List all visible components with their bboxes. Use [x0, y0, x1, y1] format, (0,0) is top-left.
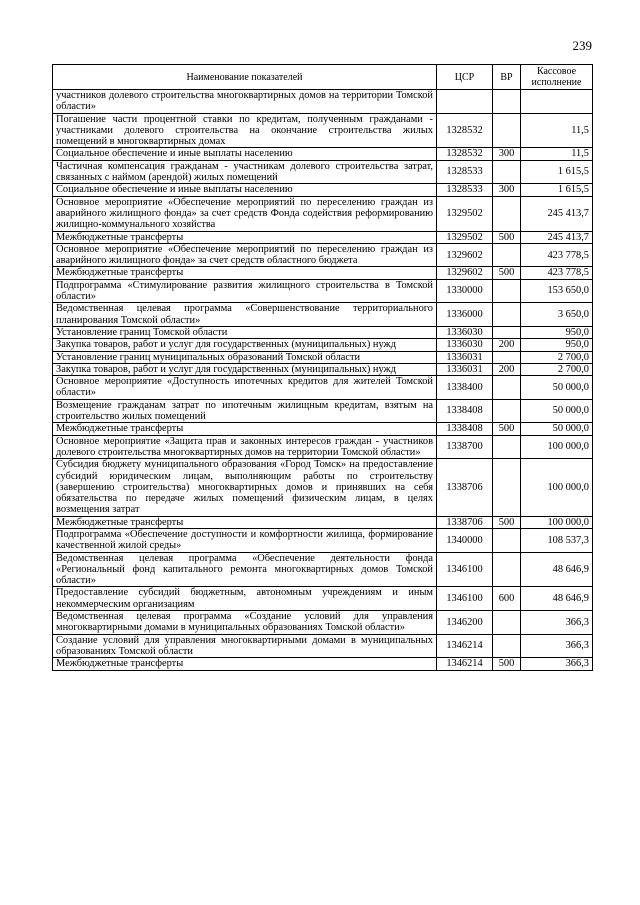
- page-number: 239: [572, 38, 592, 53]
- cell-name: Ведомственная целевая программа «Обеспечение деятельности фонда «Региональный фонд капитального ремонта многоквартирных домов Томской области»: [53, 552, 437, 587]
- cell-csr: 1329602: [437, 243, 493, 267]
- cell-name: Подпрограмма «Обеспечение доступности и комфортности жилища, формирование качественной жилой среды»: [53, 528, 437, 552]
- cell-amount: 366,3: [521, 658, 593, 670]
- header-csr: ЦСР: [437, 65, 493, 90]
- cell-vr: [493, 435, 521, 459]
- cell-amount: 11,5: [521, 113, 593, 148]
- cell-csr: 1346214: [437, 634, 493, 658]
- cell-amount: 100 000,0: [521, 435, 593, 459]
- table-row: [53, 279, 593, 303]
- cell-csr: 1336030: [437, 339, 493, 351]
- cell-amount: [521, 90, 593, 114]
- table-row: [53, 634, 593, 658]
- table-row: [53, 399, 593, 423]
- cell-vr: [493, 552, 521, 587]
- cell-vr: [493, 279, 521, 303]
- cell-name: Социальное обеспечение и иные выплаты населению: [53, 148, 437, 160]
- cell-amount: 11,5: [521, 148, 593, 160]
- cell-name: Субсидия бюджету муниципального образования «Город Томск» на предоставление субсидий юридическим лицам, выполняющим работы по строительству (завершению строительства) многоквартирных домов и принявших на себя обязательства по передаче жилых помещений физическим лицам, в целях возмещения затрат: [53, 459, 437, 516]
- table-row: [53, 231, 593, 243]
- table-body: [53, 90, 593, 671]
- cell-vr: [493, 528, 521, 552]
- cell-name: участников долевого строительства многоквартирных домов на территории Томской области»: [53, 90, 437, 114]
- cell-name: Основное мероприятие «Обеспечение мероприятий по переселению граждан из аварийного жилищного фонда» за счет средств Фонда содействия реформированию жилищно-коммунального хозяйства: [53, 196, 437, 231]
- cell-name: Погашение части процентной ставки по кредитам, полученным гражданами - участниками долевого строительства на окончание строительства жилых помещений в многоквартирных домах: [53, 113, 437, 148]
- cell-amount: 48 646,9: [521, 552, 593, 587]
- cell-csr: 1338700: [437, 435, 493, 459]
- cell-vr: 300: [493, 184, 521, 196]
- table-row: [53, 113, 593, 148]
- budget-table: [52, 64, 593, 671]
- table-row: [53, 243, 593, 267]
- table-row: [53, 351, 593, 363]
- cell-name: Межбюджетные трансферты: [53, 516, 437, 528]
- cell-amount: 1 615,5: [521, 184, 593, 196]
- cell-csr: 1338706: [437, 459, 493, 516]
- header-vr: ВР: [493, 65, 521, 90]
- cell-amount: 423 778,5: [521, 243, 593, 267]
- cell-name: Подпрограмма «Стимулирование развития жилищного строительства в Томской области»: [53, 279, 437, 303]
- table-row: [53, 459, 593, 516]
- table-row: [53, 326, 593, 338]
- cell-amount: 48 646,9: [521, 587, 593, 611]
- cell-csr: 1336030: [437, 326, 493, 338]
- cell-csr: 1336031: [437, 351, 493, 363]
- cell-csr: 1328532: [437, 113, 493, 148]
- table-row: [53, 363, 593, 375]
- cell-name: Социальное обеспечение и иные выплаты населению: [53, 184, 437, 196]
- table-row: [53, 423, 593, 435]
- cell-name: Основное мероприятие «Доступность ипотечных кредитов для жителей Томской области»: [53, 376, 437, 400]
- cell-csr: 1346100: [437, 552, 493, 587]
- cell-vr: [493, 399, 521, 423]
- cell-amount: 50 000,0: [521, 399, 593, 423]
- cell-name: Основное мероприятие «Обеспечение мероприятий по переселению граждан из аварийного жилищного фонда» за счет средств областного бюджета: [53, 243, 437, 267]
- cell-name: Частичная компенсация гражданам - участникам долевого строительства затрат, связанных с наймом (арендой) жилых помещений: [53, 160, 437, 184]
- cell-amount: 2 700,0: [521, 351, 593, 363]
- cell-vr: [493, 243, 521, 267]
- table-row: [53, 339, 593, 351]
- cell-csr: 1338400: [437, 376, 493, 400]
- cell-vr: [493, 326, 521, 338]
- cell-amount: 950,0: [521, 326, 593, 338]
- cell-name: Установление границ Томской области: [53, 326, 437, 338]
- cell-vr: [493, 351, 521, 363]
- cell-csr: 1328533: [437, 160, 493, 184]
- cell-name: Основное мероприятие «Защита прав и законных интересов граждан - участников долевого строительства многоквартирных домов на территории Томской области»: [53, 435, 437, 459]
- cell-csr: 1329602: [437, 267, 493, 279]
- cell-vr: [493, 634, 521, 658]
- cell-amount: 1 615,5: [521, 160, 593, 184]
- cell-amount: 100 000,0: [521, 459, 593, 516]
- table-row: [53, 90, 593, 114]
- cell-csr: 1328532: [437, 148, 493, 160]
- table-row: [53, 148, 593, 160]
- cell-name: Ведомственная целевая программа «Совершенствование территориального планирования Томской области»: [53, 303, 437, 327]
- cell-name: Межбюджетные трансферты: [53, 231, 437, 243]
- table-row: [53, 267, 593, 279]
- cell-csr: 1338706: [437, 516, 493, 528]
- cell-name: Создание условий для управления многоквартирными домами в муниципальных образованиях Томской области: [53, 634, 437, 658]
- table-row: [53, 552, 593, 587]
- cell-name: Предоставление субсидий бюджетным, автономным учреждениям и иным некоммерческим организациям: [53, 587, 437, 611]
- header-amount: Кассовое исполнение: [521, 65, 593, 90]
- cell-csr: 1329502: [437, 196, 493, 231]
- cell-vr: [493, 303, 521, 327]
- cell-name: Установление границ муниципальных образований Томской области: [53, 351, 437, 363]
- cell-vr: [493, 196, 521, 231]
- table-row: [53, 160, 593, 184]
- cell-vr: 500: [493, 267, 521, 279]
- cell-vr: [493, 90, 521, 114]
- cell-vr: 200: [493, 339, 521, 351]
- cell-amount: 423 778,5: [521, 267, 593, 279]
- cell-amount: 950,0: [521, 339, 593, 351]
- cell-name: Закупка товаров, работ и услуг для государственных (муниципальных) нужд: [53, 339, 437, 351]
- table-row: [53, 435, 593, 459]
- cell-csr: 1336000: [437, 303, 493, 327]
- cell-vr: 500: [493, 423, 521, 435]
- cell-amount: 2 700,0: [521, 363, 593, 375]
- cell-csr: 1338408: [437, 423, 493, 435]
- table-row: [53, 196, 593, 231]
- cell-vr: [493, 376, 521, 400]
- table-row: [53, 611, 593, 635]
- cell-csr: 1340000: [437, 528, 493, 552]
- table-row: [53, 303, 593, 327]
- cell-amount: 108 537,3: [521, 528, 593, 552]
- cell-amount: 153 650,0: [521, 279, 593, 303]
- cell-name: Возмещение гражданам затрат по ипотечным жилищным кредитам, взятым на строительство жилых помещений: [53, 399, 437, 423]
- cell-amount: 3 650,0: [521, 303, 593, 327]
- table-row: [53, 184, 593, 196]
- cell-name: Межбюджетные трансферты: [53, 423, 437, 435]
- table-row: [53, 587, 593, 611]
- cell-amount: 50 000,0: [521, 376, 593, 400]
- cell-name: Межбюджетные трансферты: [53, 658, 437, 670]
- cell-csr: 1328533: [437, 184, 493, 196]
- cell-amount: 50 000,0: [521, 423, 593, 435]
- table-row: [53, 528, 593, 552]
- cell-vr: 300: [493, 148, 521, 160]
- table-row: [53, 376, 593, 400]
- cell-name: Межбюджетные трансферты: [53, 267, 437, 279]
- cell-csr: 1346214: [437, 658, 493, 670]
- cell-csr: 1330000: [437, 279, 493, 303]
- cell-name: Ведомственная целевая программа «Создание условий для управления многоквартирными домами в муниципальных образованиях Томской области»: [53, 611, 437, 635]
- cell-csr: 1336031: [437, 363, 493, 375]
- cell-csr: 1346100: [437, 587, 493, 611]
- cell-amount: 366,3: [521, 611, 593, 635]
- cell-name: Закупка товаров, работ и услуг для государственных (муниципальных) нужд: [53, 363, 437, 375]
- cell-amount: 245 413,7: [521, 196, 593, 231]
- cell-csr: 1338408: [437, 399, 493, 423]
- cell-vr: [493, 160, 521, 184]
- header-row: [53, 65, 593, 90]
- cell-vr: [493, 611, 521, 635]
- cell-csr: [437, 90, 493, 114]
- cell-vr: 500: [493, 231, 521, 243]
- cell-amount: 245 413,7: [521, 231, 593, 243]
- cell-amount: 100 000,0: [521, 516, 593, 528]
- cell-vr: [493, 113, 521, 148]
- table-row: [53, 516, 593, 528]
- cell-vr: 500: [493, 516, 521, 528]
- cell-csr: 1346200: [437, 611, 493, 635]
- cell-vr: 200: [493, 363, 521, 375]
- cell-vr: 600: [493, 587, 521, 611]
- cell-vr: 500: [493, 658, 521, 670]
- cell-amount: 366,3: [521, 634, 593, 658]
- table-row: [53, 658, 593, 670]
- cell-csr: 1329502: [437, 231, 493, 243]
- cell-vr: [493, 459, 521, 516]
- header-name: Наименование показателей: [53, 65, 437, 90]
